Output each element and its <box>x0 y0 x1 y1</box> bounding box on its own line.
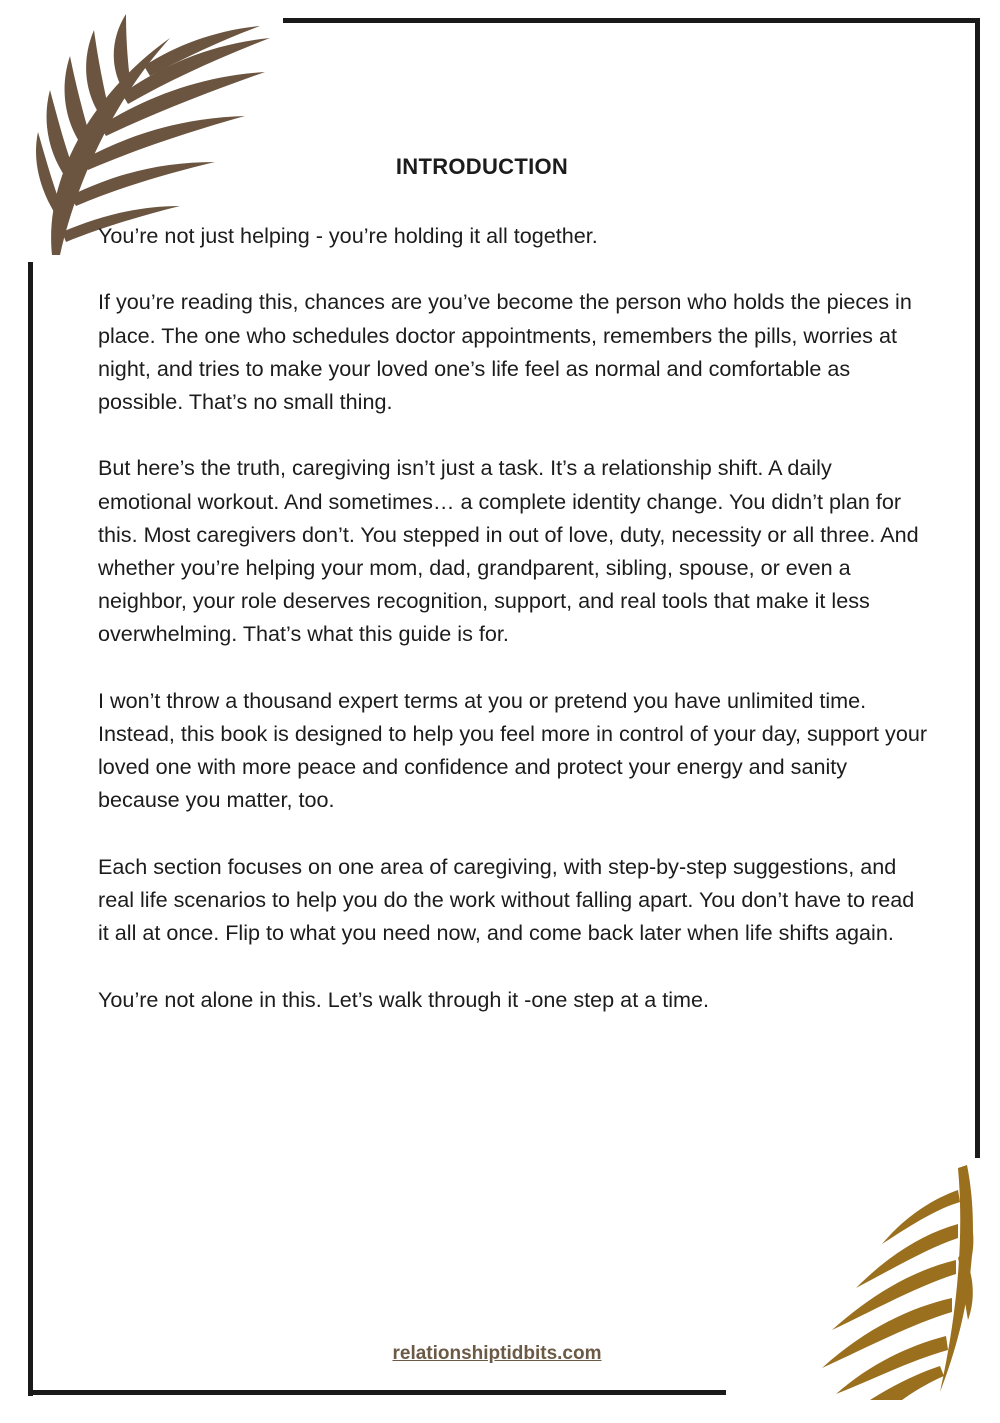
frame-bottom-line <box>28 1390 726 1395</box>
page-title: INTRODUCTION <box>395 154 569 179</box>
body-text <box>98 219 928 1049</box>
paragraph-2: If you’re reading this, chances are you’ve become the person who holds the pieces in place. The one who schedules doctor appointments, remembers the pills, worries at night, and tries to make your loved one’s life feel as normal and comfortable as possible. That’s no small thing. <box>98 289 912 414</box>
frame-top-line <box>283 18 980 23</box>
paragraph-5: Each section focuses on one area of caregiving, with step-by-step suggestions, and real life scenarios to help you do the work without falling apart. You don’t have to read it all at once. Flip to what you need now, and come back later when life shifts again. <box>98 853 915 946</box>
frame-right-line <box>975 18 980 1158</box>
website-link[interactable]: relationshiptidbits.com <box>392 1343 602 1364</box>
paragraph-4: I won’t throw a thousand expert terms at you or pretend you have unlimited time. Instead, this book is designed to help you feel more in control of your day, support your loved one with more peace and confidence and protect your energy and sanity because you matter, too. <box>98 687 928 813</box>
paragraph-1: You’re not just helping - you’re holding it all together. <box>98 223 598 248</box>
paragraph-6: You’re not alone in this. Let’s walk through it -one step at a time. <box>98 986 709 1012</box>
paragraph-3: But here’s the truth, caregiving isn’t just a task. It’s a relationship shift. A daily emotional workout. And sometimes… a complete identity change. You didn’t plan for this. Most caregivers don’t. You stepped in out of love, duty, necessity or all three. And whether you’re helping your mom, dad, grandparent, sibling, spouse, or even a neighbor, your role deserves recognition, support, and real tools that make it less overwhelming. That’s what this guide is for. <box>98 455 919 647</box>
frame-left-line <box>28 262 33 1396</box>
